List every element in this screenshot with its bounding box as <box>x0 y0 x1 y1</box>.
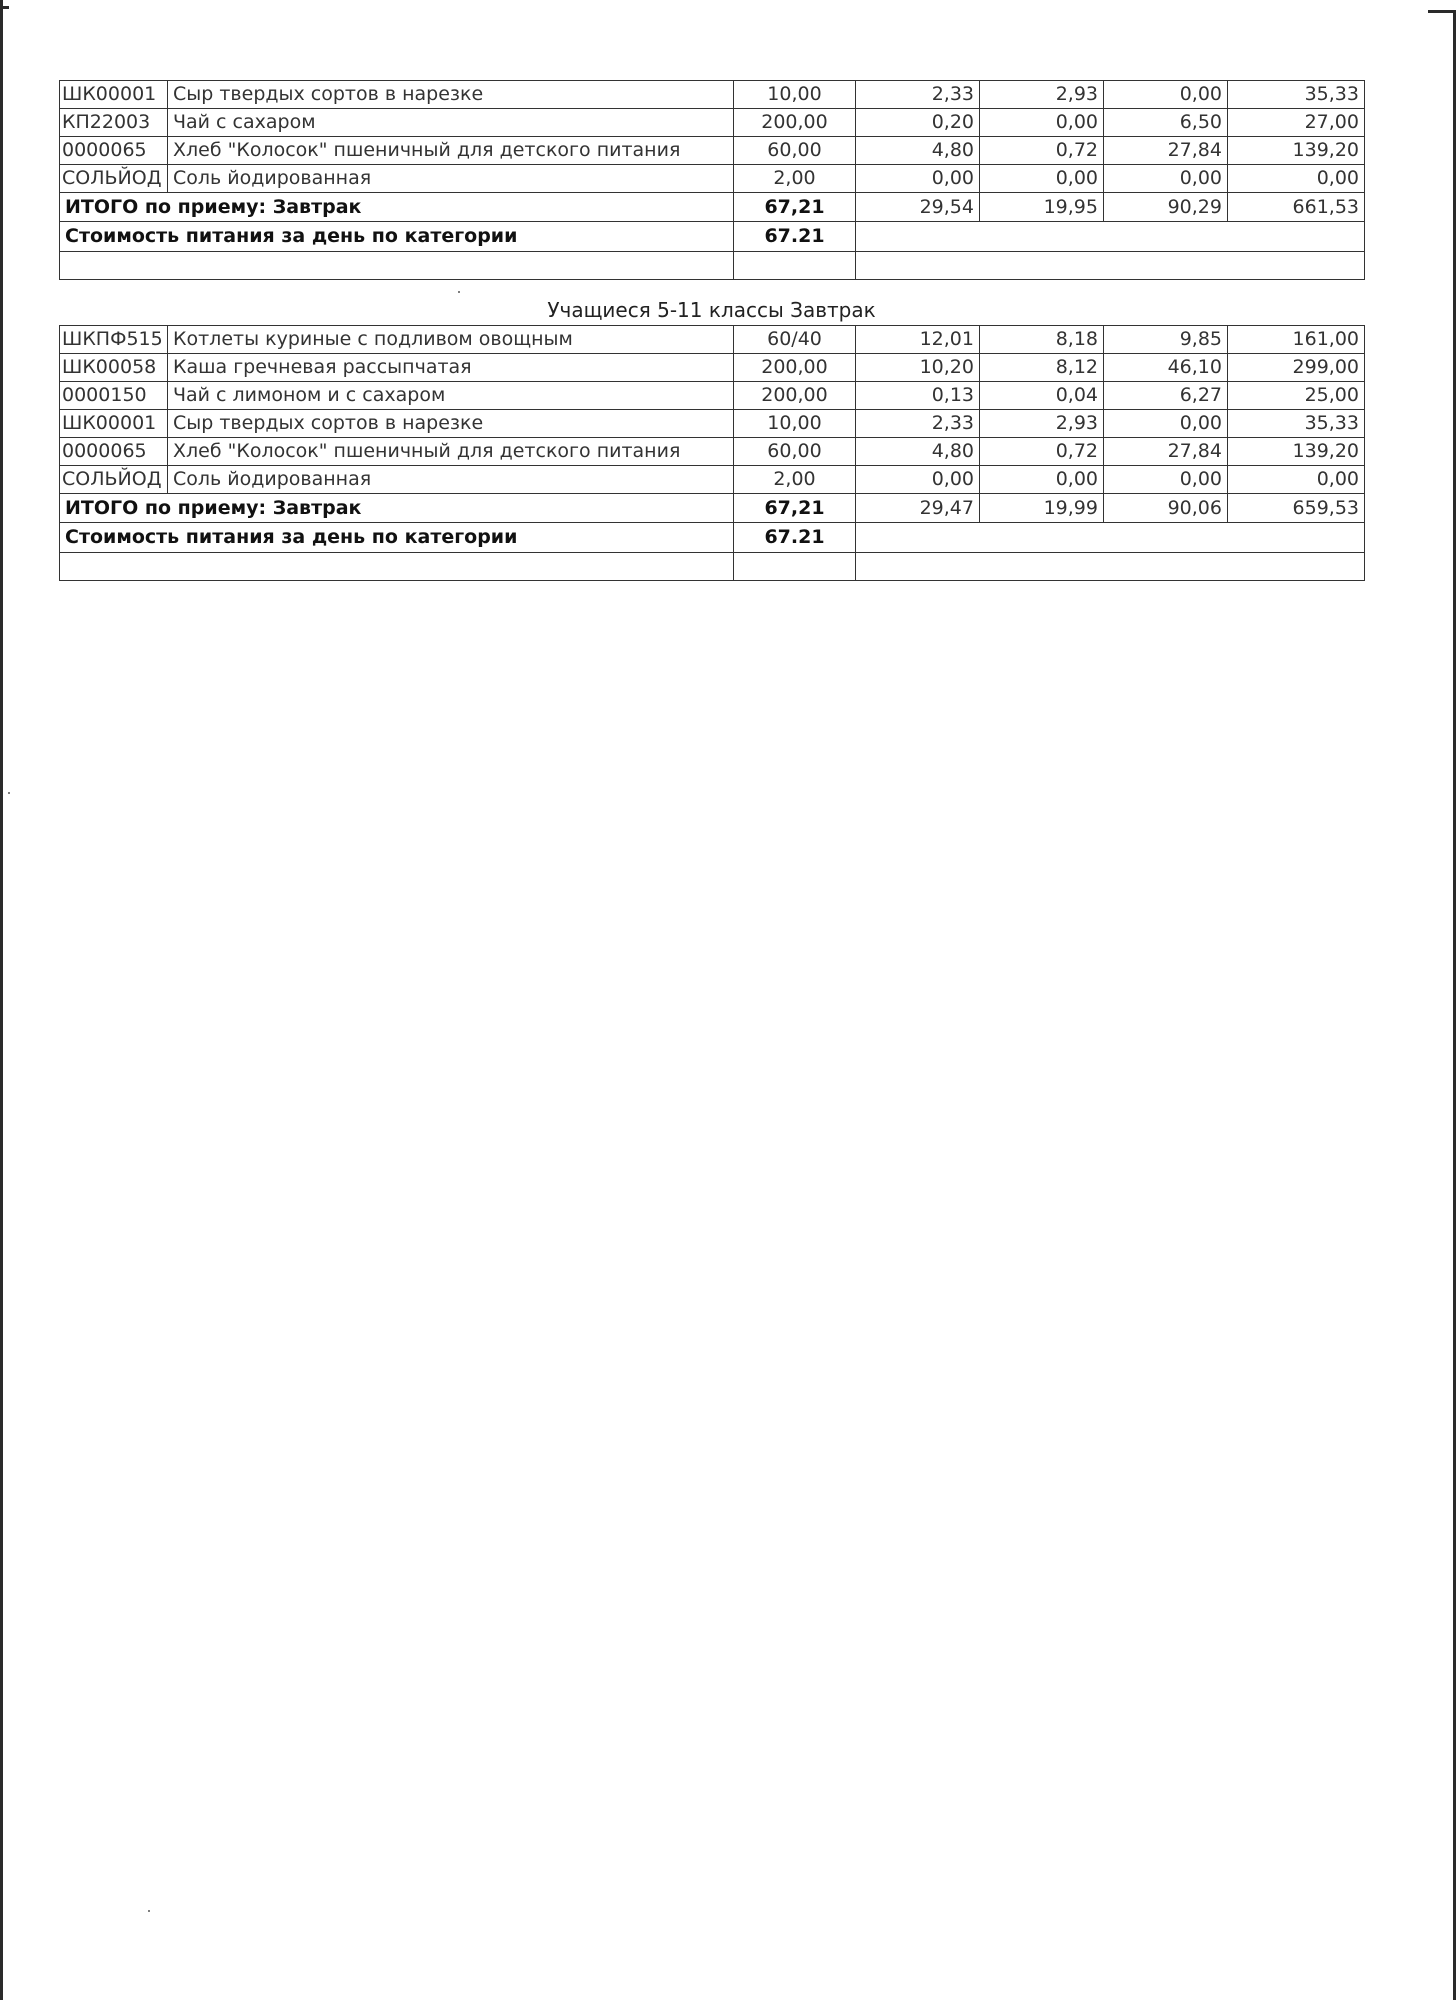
portion: 200,00 <box>734 354 856 382</box>
table-row <box>60 382 1365 410</box>
scan-speck <box>148 1910 150 1912</box>
fat: 2,93 <box>980 410 1104 438</box>
total-energy: 659,53 <box>1228 494 1365 523</box>
energy: 35,33 <box>1228 81 1365 109</box>
empty-cell <box>856 222 1365 252</box>
cost-label: Стоимость питания за день по категории <box>60 523 734 553</box>
dish-code: 0000065 <box>60 137 168 165</box>
energy: 0,00 <box>1228 165 1365 193</box>
total-protein: 29,47 <box>856 494 980 523</box>
dish-code: ШК00001 <box>60 410 168 438</box>
dish-name: Чай с лимоном и с сахаром <box>168 382 734 410</box>
carbs: 27,84 <box>1104 438 1228 466</box>
protein: 2,33 <box>856 81 980 109</box>
dish-code: СОЛЬЙОД <box>60 165 168 193</box>
energy: 0,00 <box>1228 466 1365 494</box>
empty-cell <box>60 553 734 581</box>
total-row <box>60 193 1365 222</box>
protein: 0,13 <box>856 382 980 410</box>
carbs: 0,00 <box>1104 410 1228 438</box>
carbs: 0,00 <box>1104 466 1228 494</box>
fat: 0,04 <box>980 382 1104 410</box>
protein: 4,80 <box>856 438 980 466</box>
total-protein: 29,54 <box>856 193 980 222</box>
total-carbs: 90,29 <box>1104 193 1228 222</box>
total-energy: 661,53 <box>1228 193 1365 222</box>
dish-code: 0000150 <box>60 382 168 410</box>
dish-code: ШКПФ515 <box>60 326 168 354</box>
empty-row <box>60 252 1365 280</box>
dish-name: Сыр твердых сортов в нарезке <box>168 81 734 109</box>
table-row <box>60 466 1365 494</box>
scan-border-top-left <box>0 6 9 9</box>
dish-name: Соль йодированная <box>168 466 734 494</box>
empty-cell <box>60 252 734 280</box>
menu-table-1 <box>59 80 1365 280</box>
cost-row <box>60 523 1365 553</box>
cost-row <box>60 222 1365 252</box>
cost-label: Стоимость питания за день по категории <box>60 222 734 252</box>
energy: 27,00 <box>1228 109 1365 137</box>
carbs: 6,27 <box>1104 382 1228 410</box>
dish-name: Соль йодированная <box>168 165 734 193</box>
scan-speck <box>458 291 460 293</box>
portion: 2,00 <box>734 165 856 193</box>
portion: 10,00 <box>734 410 856 438</box>
protein: 4,80 <box>856 137 980 165</box>
carbs: 0,00 <box>1104 81 1228 109</box>
empty-row <box>60 553 1365 581</box>
total-fat: 19,99 <box>980 494 1104 523</box>
dish-name: Сыр твердых сортов в нарезке <box>168 410 734 438</box>
protein: 2,33 <box>856 410 980 438</box>
carbs: 46,10 <box>1104 354 1228 382</box>
portion: 2,00 <box>734 466 856 494</box>
portion: 200,00 <box>734 109 856 137</box>
fat: 0,00 <box>980 109 1104 137</box>
table-row <box>60 109 1365 137</box>
dish-name: Чай с сахаром <box>168 109 734 137</box>
carbs: 6,50 <box>1104 109 1228 137</box>
carbs: 0,00 <box>1104 165 1228 193</box>
empty-cell <box>856 553 1365 581</box>
table-row <box>60 165 1365 193</box>
portion: 60/40 <box>734 326 856 354</box>
fat: 0,72 <box>980 438 1104 466</box>
energy: 139,20 <box>1228 438 1365 466</box>
dish-code: ШК00058 <box>60 354 168 382</box>
scan-speck <box>8 792 10 794</box>
protein: 0,00 <box>856 466 980 494</box>
protein: 0,20 <box>856 109 980 137</box>
total-fat: 19,95 <box>980 193 1104 222</box>
table-row <box>60 410 1365 438</box>
empty-cell <box>856 252 1365 280</box>
fat: 8,18 <box>980 326 1104 354</box>
energy: 35,33 <box>1228 410 1365 438</box>
empty-cell <box>734 252 856 280</box>
dish-code: ШК00001 <box>60 81 168 109</box>
empty-cell <box>856 523 1365 553</box>
dish-name: Хлеб "Колосок" пшеничный для детского питания <box>168 438 734 466</box>
portion: 10,00 <box>734 81 856 109</box>
energy: 299,00 <box>1228 354 1365 382</box>
dish-name: Котлеты куриные с подливом овощным <box>168 326 734 354</box>
table-row <box>60 326 1365 354</box>
table-row <box>60 354 1365 382</box>
dish-code: 0000065 <box>60 438 168 466</box>
dish-code: СОЛЬЙОД <box>60 466 168 494</box>
total-carbs: 90,06 <box>1104 494 1228 523</box>
protein: 10,20 <box>856 354 980 382</box>
menu-table-1-body <box>60 81 1365 280</box>
scan-border-left <box>0 0 3 2000</box>
cost-value: 67.21 <box>734 523 856 553</box>
section-title: Учащиеся 5-11 классы Завтрак <box>547 298 876 322</box>
fat: 0,00 <box>980 466 1104 494</box>
fat: 0,00 <box>980 165 1104 193</box>
menu-table-2 <box>59 325 1365 581</box>
total-label: ИТОГО по приему: Завтрак <box>60 494 734 523</box>
carbs: 9,85 <box>1104 326 1228 354</box>
total-label: ИТОГО по приему: Завтрак <box>60 193 734 222</box>
cost-value: 67.21 <box>734 222 856 252</box>
portion: 60,00 <box>734 438 856 466</box>
fat: 2,93 <box>980 81 1104 109</box>
total-row <box>60 494 1365 523</box>
dish-code: КП22003 <box>60 109 168 137</box>
table-row <box>60 137 1365 165</box>
energy: 25,00 <box>1228 382 1365 410</box>
total-price: 67,21 <box>734 193 856 222</box>
scan-border-top-right <box>1428 10 1456 13</box>
protein: 12,01 <box>856 326 980 354</box>
energy: 139,20 <box>1228 137 1365 165</box>
carbs: 27,84 <box>1104 137 1228 165</box>
empty-cell <box>734 553 856 581</box>
total-price: 67,21 <box>734 494 856 523</box>
table-row <box>60 438 1365 466</box>
menu-table-2-body <box>60 326 1365 581</box>
dish-name: Каша гречневая рассыпчатая <box>168 354 734 382</box>
fat: 8,12 <box>980 354 1104 382</box>
portion: 60,00 <box>734 137 856 165</box>
dish-name: Хлеб "Колосок" пшеничный для детского питания <box>168 137 734 165</box>
protein: 0,00 <box>856 165 980 193</box>
energy: 161,00 <box>1228 326 1365 354</box>
fat: 0,72 <box>980 137 1104 165</box>
table-row <box>60 81 1365 109</box>
portion: 200,00 <box>734 382 856 410</box>
